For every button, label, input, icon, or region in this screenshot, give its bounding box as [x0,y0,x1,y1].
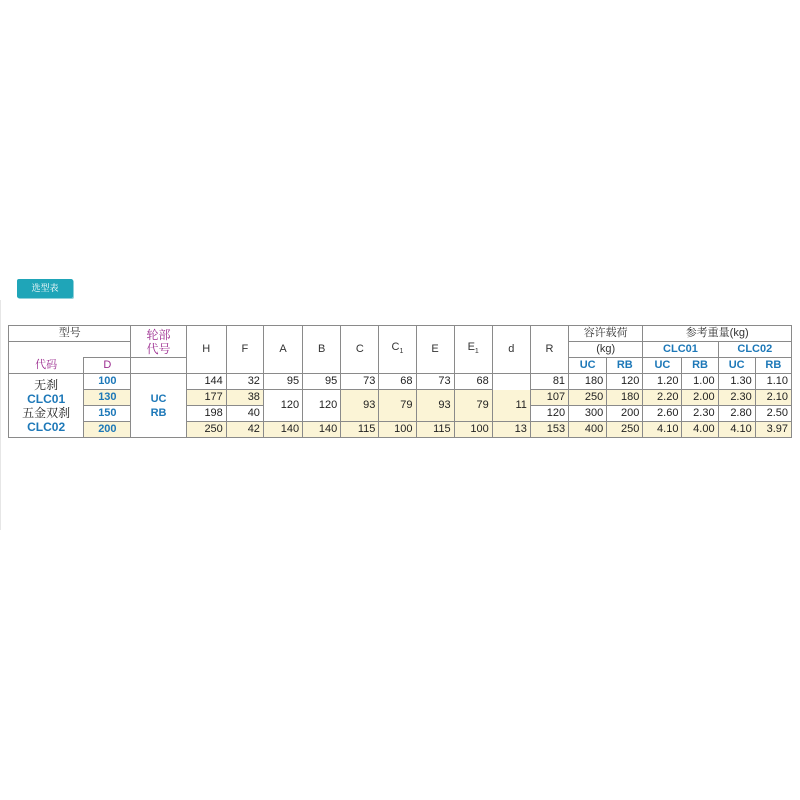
d-header: D [84,358,131,374]
load-uc-header: UC [569,358,607,374]
d-small-cell: 13 [492,422,530,438]
d-small-cell-shared: 11 [492,390,530,422]
c-cell: 115 [341,422,379,438]
f-cell: 42 [226,422,263,438]
col-header-C: C [341,326,379,374]
w2-uc-cell: 4.10 [718,422,755,438]
w2-rb-cell: 3.97 [755,422,791,438]
load-uc-cell: 250 [569,390,607,406]
c-cell-shared: 93 [341,390,379,422]
b-cell-shared: 120 [303,390,341,422]
d-small-cell-empty [492,374,530,390]
h-cell: 177 [186,390,226,406]
w2-rb-cell: 2.10 [755,390,791,406]
w1-uc-cell: 2.20 [643,390,682,406]
model-label-4: CLC02 [27,419,66,434]
d-cell: 200 [84,422,131,438]
a-cell: 95 [263,374,302,390]
header-row-1 [9,326,792,342]
load-rb-cell: 120 [607,374,643,390]
w1-uc-cell: 4.10 [643,422,682,438]
model-header-spacer [9,342,131,358]
selection-table-tag: 选型表 [17,279,73,298]
h-cell: 250 [186,422,226,438]
r-cell: 120 [530,406,568,422]
w2-rb-cell: 2.50 [755,406,791,422]
col-header-C1-main: C [391,340,400,353]
e1-cell-shared: 79 [454,390,492,422]
load-unit: (kg) [569,342,643,358]
b-cell: 140 [303,422,341,438]
h-cell: 198 [186,406,226,422]
table-row [9,374,792,390]
w1-rb-cell: 2.00 [682,390,718,406]
table-row [9,390,792,406]
e1-cell: 100 [454,422,492,438]
code-header: 代码 [9,358,84,374]
page-edge-line [0,300,1,530]
e-cell: 73 [416,374,454,390]
load-uc-cell: 180 [569,374,607,390]
r-cell: 81 [530,374,568,390]
c1-cell-shared: 79 [379,390,416,422]
load-header: 容许载荷 [569,326,643,342]
w1-uc-cell: 2.60 [643,406,682,422]
w1-uc-header: UC [643,358,682,374]
model-label-cell [9,374,84,438]
col-header-F: F [226,326,263,374]
col-header-R: R [530,326,568,374]
col-header-d: d [492,326,530,374]
c1-cell: 68 [379,374,416,390]
wheel-code-rb: RB [150,406,167,419]
f-cell: 40 [226,406,263,422]
w1-uc-cell: 1.20 [643,374,682,390]
e-cell-shared: 93 [416,390,454,422]
c1-cell: 100 [379,422,416,438]
col-header-H: H [186,326,226,374]
c-cell: 73 [341,374,379,390]
col-header-B: B [303,326,341,374]
model-label-2: CLC01 [27,391,66,406]
w1-rb-cell: 2.30 [682,406,718,422]
w2-uc-cell: 2.30 [718,390,755,406]
wheel-code-header-line2: 代号 [146,341,171,356]
w2-uc-cell: 1.30 [718,374,755,390]
spec-table [8,325,792,438]
f-cell: 32 [226,374,263,390]
wheel-code-spacer [131,358,186,374]
w2-uc-header: UC [718,358,755,374]
load-rb-cell: 200 [607,406,643,422]
r-cell: 153 [530,422,568,438]
table-row [9,422,792,438]
w1-rb-header: RB [682,358,718,374]
col-header-C1-sub: 1 [399,348,404,356]
load-rb-header: RB [607,358,643,374]
b-cell: 95 [303,374,341,390]
col-header-E1 [454,326,492,374]
e1-cell: 68 [454,374,492,390]
wheel-code-uc: UC [150,392,167,405]
wheel-code-cell [131,374,186,438]
w1-rb-cell: 1.00 [682,374,718,390]
load-uc-cell: 300 [569,406,607,422]
h-cell: 144 [186,374,226,390]
weight-header: 参考重量(kg) [643,326,792,342]
model-label-3: 五金双刹 [22,405,71,420]
d-cell: 150 [84,406,131,422]
w2-rb-cell: 1.10 [755,374,791,390]
a-cell: 140 [263,422,302,438]
a-cell-shared: 120 [263,390,302,422]
wheel-code-header-line1: 轮部 [146,327,171,342]
d-cell: 100 [84,374,131,390]
load-rb-cell: 250 [607,422,643,438]
w1-rb-cell: 4.00 [682,422,718,438]
f-cell: 38 [226,390,263,406]
col-header-C1 [379,326,416,374]
d-cell: 130 [84,390,131,406]
r-cell: 107 [530,390,568,406]
col-header-E: E [416,326,454,374]
col-header-E1-sub: 1 [474,348,479,356]
weight-clc01-header: CLC01 [643,342,718,358]
w2-uc-cell: 2.80 [718,406,755,422]
load-uc-cell: 400 [569,422,607,438]
col-header-A: A [263,326,302,374]
wheel-code-header [131,326,186,358]
weight-clc02-header: CLC02 [718,342,791,358]
w2-rb-header: RB [755,358,791,374]
model-header: 型号 [9,326,131,342]
model-label-1: 无刹 [34,377,59,392]
col-header-E1-main: E [467,340,475,353]
e-cell: 115 [416,422,454,438]
load-rb-cell: 180 [607,390,643,406]
